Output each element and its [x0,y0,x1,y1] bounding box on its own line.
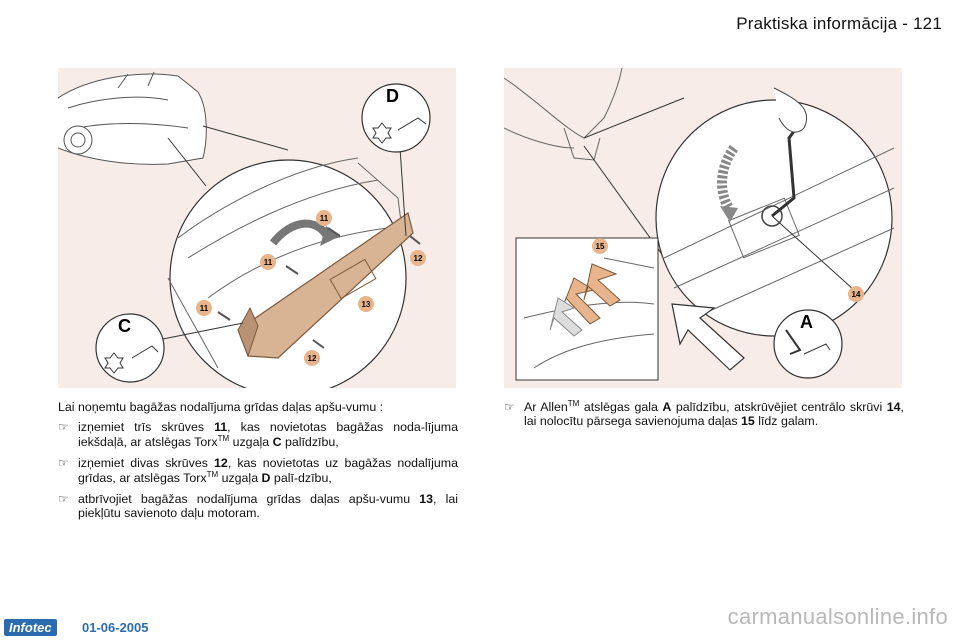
tool-letter: D [261,470,271,485]
step-text: uzgaļa [229,434,273,449]
page-header [736,14,942,34]
callout-13: 13 [361,300,371,309]
watermark: carmanualsonline.info [727,604,948,629]
callout-14: 14 [851,290,861,299]
step-text: , lai nolocītu pārsega savienojuma daļas [524,400,904,429]
step-text: līdz galam. [754,414,819,429]
step-text: atbrīvojiet bagāžas nodalījuma grīdas daļas apšu-vumu [78,492,420,507]
page-number: 121 [913,14,942,33]
part-number: 11 [214,420,228,435]
instructions-right [504,400,904,436]
pointing-hand-icon: ☞ [58,456,69,471]
callout-11-a: 11 [319,214,329,223]
pointing-hand-icon: ☞ [58,492,69,507]
tool-letter-d: D [386,86,399,106]
step-text: , kas novietotas uz bagāžas nodalījuma grīdas, ar atslēgas Torx [78,456,458,485]
tool-letter: A [662,400,672,414]
step-remove-two-screws [58,456,458,485]
part-number: 14 [886,400,901,414]
callout-12-b: 12 [307,354,317,363]
step-text: Ar Allen [524,400,568,414]
section-title: Praktiska informācija [736,14,898,33]
trademark: TM [217,433,230,443]
callout-11-c: 11 [199,304,209,313]
infotec-logo: Infotec [4,619,57,636]
trademark: TM [567,398,580,408]
part-number: 15 [740,414,755,429]
step-text: uzgaļa [218,470,262,485]
header-separator: - [902,14,909,33]
trademark: TM [206,469,219,479]
step-text: izņemiet trīs skrūves [78,420,215,435]
step-text: , lai piekļūtu savienoto daļu motoram. [78,492,458,521]
step-text: , kas novietotas bagāžas noda-lījuma iekšdaļā, ar atslēgas Torx [78,420,458,449]
step-unscrew-central-screw [504,400,904,429]
illustration-hinge-adjustment [504,68,902,388]
part-number: 12 [214,456,228,471]
tool-letter: C [272,434,282,449]
step-release-trim [58,492,458,521]
tool-letter-c: C [118,316,131,336]
part-number: 13 [419,492,434,507]
step-text: palīdzību, atskrūvējiet centrālo skrūvi [671,400,887,414]
tool-letter-a: A [800,312,813,332]
instructions-left [58,400,458,528]
callout-11-b: 11 [263,258,273,267]
pointing-hand-icon: ☞ [58,420,69,435]
step-text: atslēgas gala [579,400,663,414]
callout-12-a: 12 [413,254,423,263]
step-remove-three-screws [58,420,458,449]
step-text: izņemiet divas skrūves [78,456,215,471]
footer-date: 01-06-2005 [82,620,149,635]
illustration-trunk-panel [58,68,456,388]
trunk-panel-drawing [58,68,456,388]
hinge-drawing [504,68,902,388]
pointing-hand-icon: ☞ [504,400,515,414]
intro-paragraph: Lai noņemtu bagāžas nodalījuma grīdas daļas apšu-vumu : [58,400,384,414]
step-text: palīdzību, [281,434,339,449]
step-text: palī-dzību, [270,470,332,485]
callout-15: 15 [595,242,605,251]
